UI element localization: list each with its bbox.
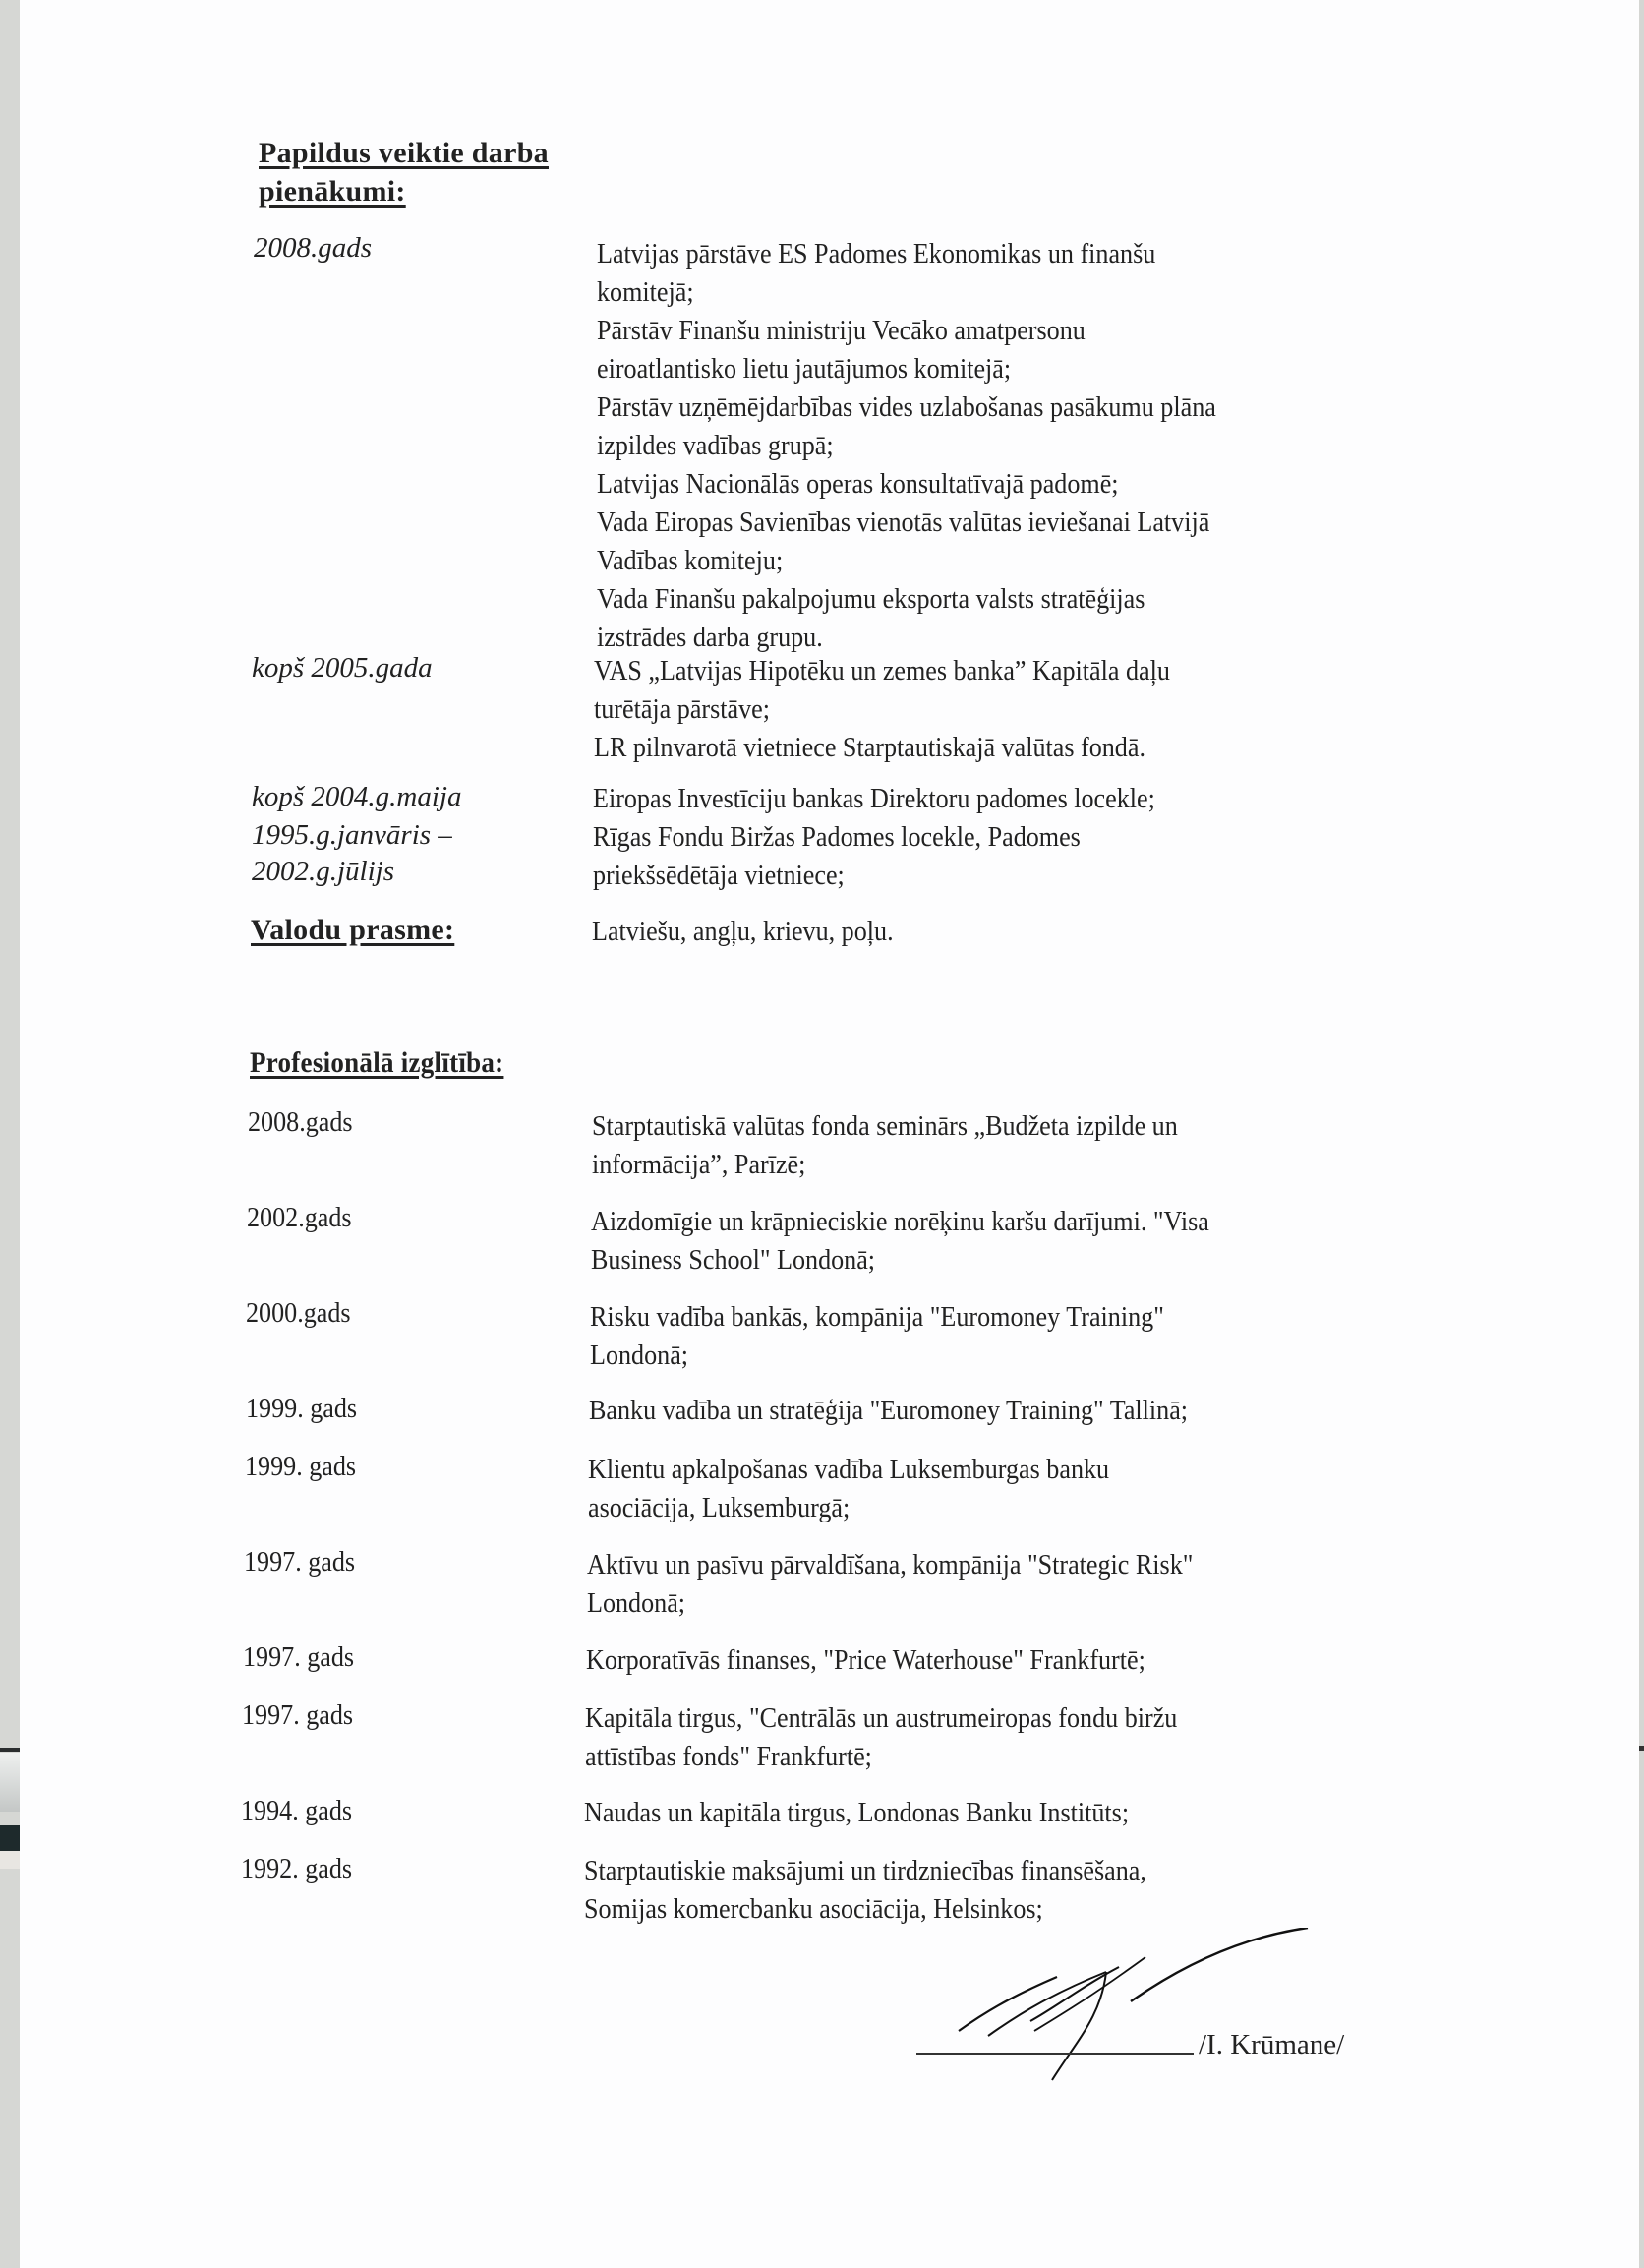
duty-date: kopš 2004.g.maija	[252, 781, 462, 812]
education-year: 1997. gads	[244, 1546, 356, 1578]
duty-line: Pārstāv Finanšu ministriju Vecāko amatpersonu	[597, 315, 1086, 346]
duty-line: eiroatlantisko lietu jautājumos komitejā;	[597, 353, 1012, 385]
education-line: Banku vadība un stratēģija "Euromoney Training" Tallinā;	[589, 1395, 1189, 1426]
duty-line: turētāja pārstāve;	[594, 693, 770, 725]
duty-date: kopš 2005.gada	[252, 652, 433, 684]
duty-date: 1995.g.janvāris –	[252, 819, 452, 851]
section-heading-languages: Valodu prasme:	[251, 914, 455, 946]
education-line: Risku vadība bankās, kompānija "Euromoney Training"	[590, 1301, 1164, 1333]
section-heading-duties-cont: pienākumi:	[259, 175, 406, 208]
duty-line: Vadības komiteju;	[597, 545, 784, 576]
education-line: Business School" Londonā;	[591, 1244, 876, 1276]
duty-line: VAS „Latvijas Hipotēku un zemes banka” Kapitāla daļu	[594, 655, 1170, 686]
education-line: Klientu apkalpošanas vadība Luksemburgas banku	[588, 1454, 1110, 1485]
duty-date: 2002.g.jūlijs	[252, 856, 395, 887]
education-line: Somijas komercbanku asociācija, Helsinkos;	[584, 1893, 1043, 1925]
signatory-name: /I. Krūmane/	[1199, 2029, 1345, 2060]
education-line: Aktīvu un pasīvu pārvaldīšana, kompānija "Strategic Risk"	[587, 1549, 1194, 1581]
education-line: Londonā;	[587, 1587, 686, 1619]
languages-value: Latviešu, angļu, krievu, poļu.	[592, 916, 894, 947]
education-year: 1994. gads	[241, 1795, 353, 1826]
education-line: informācija”, Parīzē;	[592, 1149, 806, 1180]
scanner-edge-left	[0, 0, 20, 2268]
education-year: 1992. gads	[241, 1853, 353, 1884]
duty-line: Latvijas pārstāve ES Padomes Ekonomikas un finanšu	[597, 238, 1156, 269]
duty-line: izstrādes darba grupu.	[597, 622, 823, 653]
duty-line: Pārstāv uzņēmējdarbības vides uzlabošanas pasākumu plāna	[597, 391, 1216, 423]
duty-date: 2008.gads	[254, 232, 373, 264]
education-year: 2000.gads	[246, 1297, 351, 1329]
education-line: Korporatīvās finanses, "Price Waterhouse" Frankfurtē;	[586, 1644, 1145, 1676]
duty-line: izpildes vadības grupā;	[597, 430, 834, 461]
education-year: 1999. gads	[246, 1393, 358, 1424]
education-line: Aizdomīgie un krāpnieciskie norēķinu karšu darījumi. "Visa	[591, 1206, 1209, 1237]
education-line: Naudas un kapitāla tirgus, Londonas Banku Institūts;	[584, 1797, 1130, 1828]
duty-line: Vada Eiropas Savienības vienotās valūtas ieviešanai Latvijā	[597, 507, 1210, 538]
education-line: Londonā;	[590, 1340, 689, 1371]
education-year: 1999. gads	[245, 1451, 357, 1482]
duty-line: Eiropas Investīciju bankas Direktoru padomes locekle;	[593, 783, 1155, 814]
duty-line: Rīgas Fondu Biržas Padomes locekle, Padomes	[593, 821, 1081, 853]
handwritten-signature	[944, 1928, 1318, 2095]
signature-line	[916, 2053, 1194, 2055]
education-line: Kapitāla tirgus, "Centrālās un austrumeiropas fondu biržu	[585, 1702, 1178, 1734]
duty-line: komitejā;	[597, 276, 694, 308]
scanner-edge-right	[1639, 0, 1644, 2268]
education-line: asociācija, Luksemburgā;	[588, 1492, 851, 1523]
duty-line: Latvijas Nacionālās operas konsultatīvajā padomē;	[597, 468, 1119, 500]
education-line: attīstības fonds" Frankfurtē;	[585, 1741, 872, 1772]
section-heading-education: Profesionālā izglītība:	[250, 1046, 504, 1079]
duty-line: LR pilnvarotā vietniece Starptautiskajā valūtas fondā.	[594, 732, 1145, 763]
section-heading-duties: Papildus veiktie darba	[259, 137, 549, 169]
education-year: 1997. gads	[242, 1700, 354, 1731]
duty-line: priekšsēdētāja vietniece;	[593, 860, 845, 891]
education-line: Starptautiskie maksājumi un tirdzniecības finansēšana,	[584, 1855, 1146, 1886]
education-year: 2008.gads	[248, 1106, 353, 1138]
education-line: Starptautiskā valūtas fonda seminārs „Budžeta izpilde un	[592, 1110, 1178, 1142]
education-year: 1997. gads	[243, 1641, 355, 1673]
education-year: 2002.gads	[247, 1202, 352, 1233]
duty-line: Vada Finanšu pakalpojumu eksporta valsts stratēģijas	[597, 583, 1145, 615]
